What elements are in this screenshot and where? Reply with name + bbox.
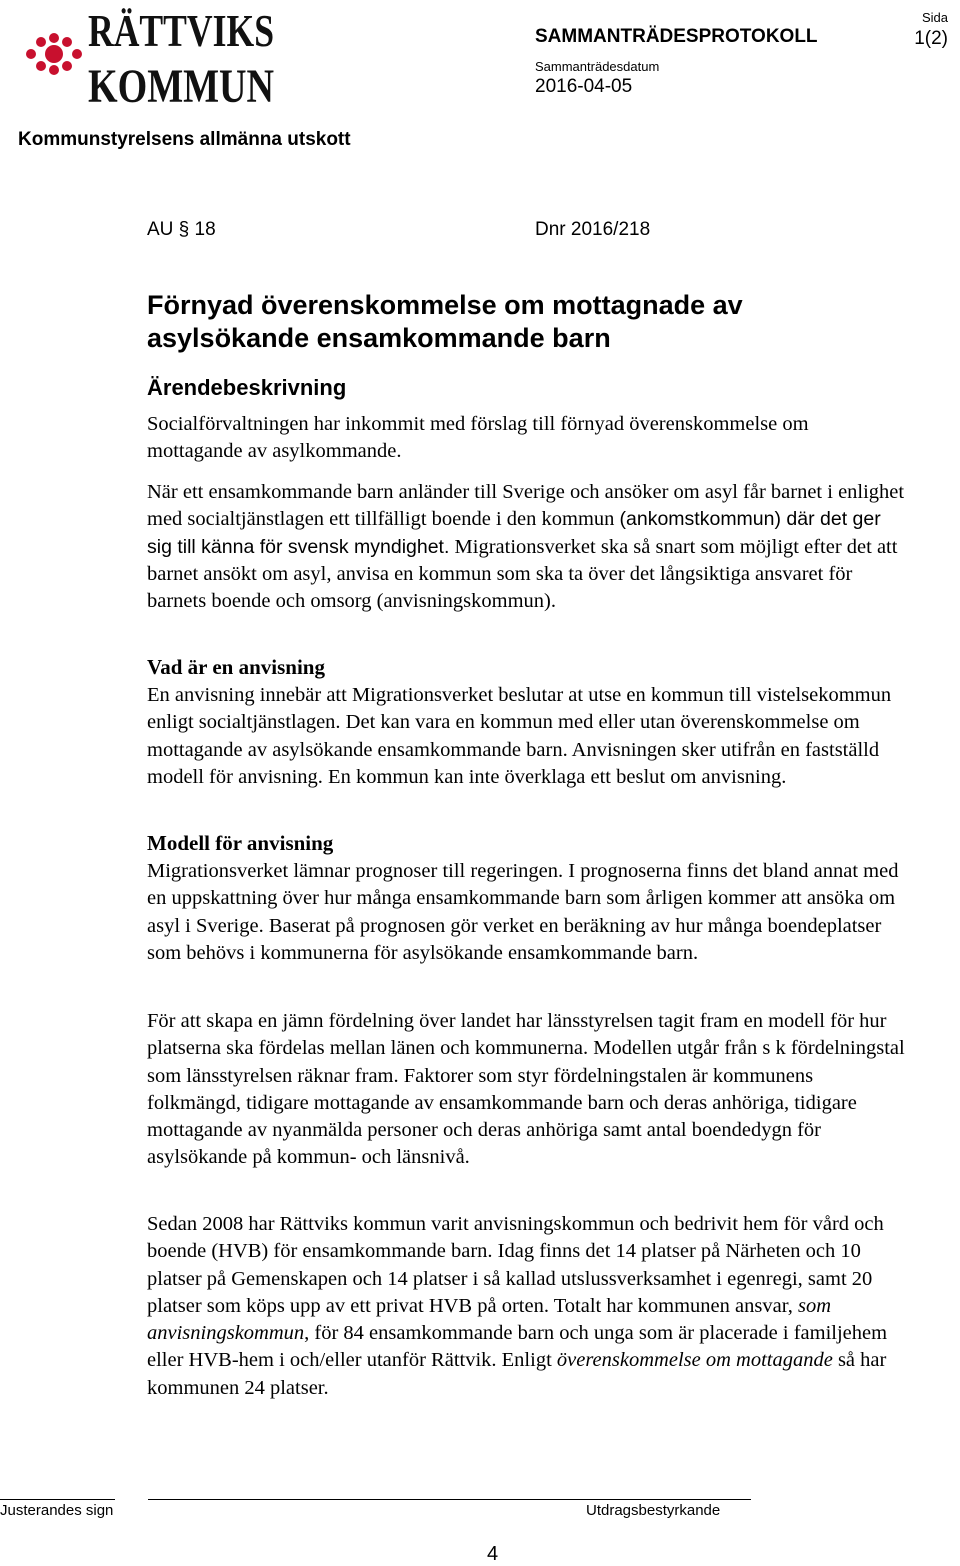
case-title bbox=[147, 289, 907, 355]
diary-number: Dnr 2016/218 bbox=[535, 219, 651, 240]
page-number: 4 bbox=[487, 1543, 499, 1565]
logo-text-kommun: KOMMUN bbox=[88, 60, 275, 113]
page-count: 1(2) bbox=[914, 28, 948, 49]
anvisning-text: En anvisning innebär att Migrationsverket beslutar at utse en kommun till vistelsekommun enligt socialtjänstlagen. Det kan vara en kommun med eller utan överenskommelse om mottagande av asylsökande ensamkommande barn. Anvisningen sker utifrån en fastställd modell för anvisning. En kommun kan inte överklaga ett beslut om anvisning. bbox=[147, 684, 892, 788]
sedan-italic-1: som anvisningskommun bbox=[147, 1294, 832, 1345]
fordelning-paragraph bbox=[147, 1008, 907, 1172]
meeting-date: 2016-04-05 bbox=[535, 76, 633, 97]
utdragsbestyrkande-label: Utdragsbestyrkande bbox=[586, 1502, 721, 1519]
heading-modell-for-anvisning: Modell för anvisning bbox=[147, 831, 334, 855]
section-heading: Ärendebeskrivning bbox=[147, 375, 347, 400]
arrival-text-3: Migrationsverket ska så snart som möjligt efter det att barnet ansökt om asyl, anvisa en kommun som ska ta över det långsiktiga ansvaret för barnets boende och omsorg (anvisningskommun). bbox=[147, 535, 898, 613]
case-title-line1: Förnyad överenskommelse om mottagnade av bbox=[147, 290, 743, 320]
logo-text-rattviks: RÄTTVIKS bbox=[88, 5, 274, 56]
meeting-date-label: Sammanträdesdatum bbox=[535, 59, 660, 74]
rattviks-kommun-logo bbox=[14, 2, 276, 113]
sedan-text-2: , för 84 ensamkommande barn och unga som är placerade i familjehem eller HVB-hem i och/eller utanför Rättvik. Enligt bbox=[147, 1322, 888, 1372]
arrival-text-1: När ett ensamkommande barn anländer till Sverige och ansöker om asyl får barnet i enlighet med socialtjänstlagen ett tillfälligt boende i den kommun bbox=[147, 481, 905, 531]
paragraph-reference: AU § 18 bbox=[147, 219, 216, 240]
fordelning-text: För att skapa en jämn fördelning över landet har länsstyrelsen tagit fram en modell för hur platserna ska fördelas mellan länen och kommunerna. Modellen utgår från s k fördelningstal som länsstyrelsen räknar fram. Faktorer som styr fördelningstalen är kommunens folkmängd, tidigare mottagande av ensamkommande barn och deras anhöriga, tidigare mottagande av nyanmälda personer och deras anhöriga samt antal boendedygn för asylsökande på kommun- och länsnivå. bbox=[147, 1010, 905, 1169]
arrival-paragraph bbox=[147, 479, 907, 615]
intro-text: Socialförvaltningen har inkommit med förslag till förnyad överenskommelse om mottagande av asylkommande. bbox=[147, 413, 809, 463]
page-label: Sida bbox=[921, 10, 948, 25]
intro-paragraph bbox=[147, 411, 907, 466]
modell-text: Migrationsverket lämnar prognoser till regeringen. I prognoserna finns det bland annat med en uppskattning över hur många ensamkommande barn som årligen kommer att ansöka om asyl i Sverige. Baserat på prognosen gör verket en beräkning av hur många boendeplatser som behövs i kommunerna för asylsökande ensamkommande barn. bbox=[147, 860, 899, 964]
signature-line-right bbox=[148, 1499, 751, 1500]
committee-name: Kommunstyrelsens allmänna utskott bbox=[18, 129, 351, 150]
case-title-line2: asylsökande ensamkommande barn bbox=[147, 323, 611, 353]
sedan-italic-2: överenskommelse om mottagande bbox=[556, 1349, 833, 1372]
justerandes-sign-label: Justerandes sign bbox=[0, 1502, 114, 1519]
anvisning-paragraph bbox=[147, 682, 907, 791]
sedan-text-1: Sedan 2008 har Rättviks kommun varit anvisningskommun och bedrivit hem för vård och boende (HVB) för ensamkommande barn. Idag finns det 14 platser på Närheten och 10 platser på Gemenskapen och 14 platser i så kallad utslussverksamhet i egenregi, samt 20 platser som köps upp av ett privat HVB på orten. Totalt har kommunen ansvar, bbox=[147, 1213, 884, 1317]
sedan-text-3: så har kommunen 24 platser. bbox=[147, 1349, 887, 1399]
flower-emblem-icon bbox=[26, 33, 82, 75]
modell-paragraph bbox=[147, 858, 907, 967]
heading-vad-ar-en-anvisning: Vad är en anvisning bbox=[147, 655, 325, 679]
document-title: SAMMANTRÄDESPROTOKOLL bbox=[535, 26, 818, 47]
sedan-2008-paragraph bbox=[147, 1211, 907, 1402]
signature-line-left bbox=[0, 1499, 115, 1500]
arrival-text-2: (ankomstkommun) där det ger sig till känna för svensk myndighet. bbox=[147, 508, 881, 558]
